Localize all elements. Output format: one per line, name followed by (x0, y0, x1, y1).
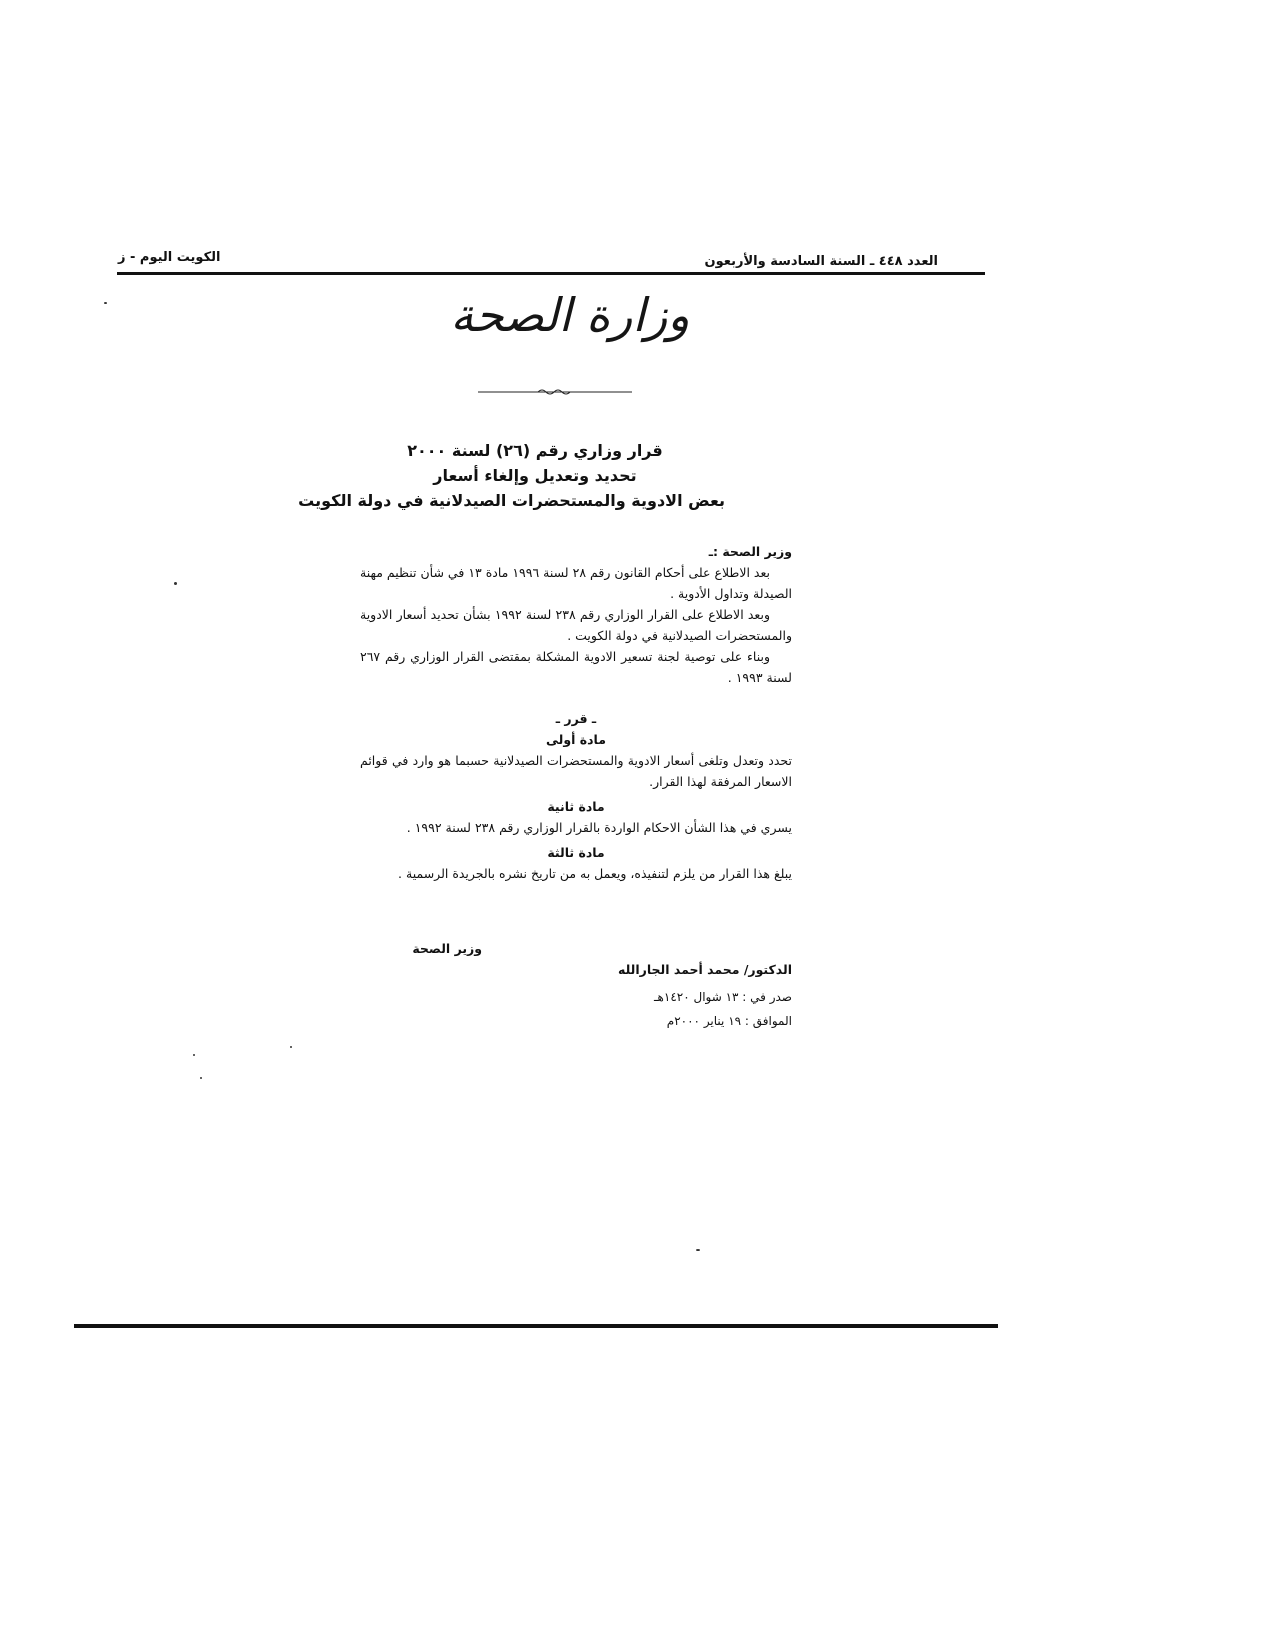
decree-scope: بعض الادوية والمستحضرات الصيدلانية في دولة الكويت (298, 491, 725, 510)
decree-subject: تحديد وتعديل وإلغاء أسعار (433, 466, 637, 485)
signature-block (360, 938, 792, 980)
article-2-text: يسري في هذا الشأن الاحكام الواردة بالقرار الوزاري رقم ٢٣٨ لسنة ١٩٩٢ . (406, 820, 792, 835)
article-1-text: تحدد وتعدل وتلغى أسعار الادوية والمستحضرات الصيدلانية حسبما هو وارد في قوائم الاسعار المرفقة لهذا القرار. (360, 753, 792, 789)
signatory-title: وزير الصحة (412, 941, 482, 956)
issue-dates (430, 985, 792, 1033)
gregorian-date: الموافق : ١٩ يناير ٢٠٠٠م (666, 1014, 792, 1028)
scan-speck (696, 1249, 700, 1251)
scan-speck (200, 1077, 202, 1079)
scan-speck (174, 582, 177, 585)
preamble-paragraph-2: وبعد الاطلاع على القرار الوزاري رقم ٢٣٨ لسنة ١٩٩٢ بشأن تحديد أسعار الادوية والمستحضرات الصيدلانية في دولة الكويت . (360, 607, 792, 643)
footer-divider (74, 1324, 998, 1328)
issue-number-header: العدد ٤٤٨ ـ السنة السادسة والأربعون (704, 254, 938, 269)
article-1-title: مادة أولى (546, 732, 606, 747)
preamble-paragraph-3: وبناء على توصية لجنة تسعير الادوية المشكلة بمقتضى القرار الوزاري رقم ٢٦٧ لسنة ١٩٩٣ . (360, 649, 792, 685)
decided-heading: ـ قرر ـ (555, 711, 597, 726)
signatory-name: الدكتور/ محمد أحمد الجارالله (617, 962, 792, 977)
ornament-divider-icon (478, 388, 632, 396)
decree-number: قرار وزاري رقم (٢٦) لسنة ٢٠٠٠ (407, 441, 663, 460)
ministry-calligraphy-heading: وزارة الصحة (450, 288, 690, 342)
hijri-date: صدر في : ١٣ شوال ١٤٢٠هـ (654, 990, 792, 1004)
scan-speck (290, 1046, 292, 1048)
header-divider (117, 272, 985, 275)
publication-name-header: الكويت اليوم - ز (118, 250, 221, 265)
decree-title (298, 438, 725, 513)
article-2-title: مادة ثانية (547, 799, 605, 814)
article-3-title: مادة ثالثة (547, 845, 605, 860)
scan-speck (104, 302, 107, 304)
decree-body (360, 541, 792, 884)
scan-speck (193, 1054, 195, 1056)
article-3-text: يبلغ هذا القرار من يلزم لتنفيذه، ويعمل به من تاريخ نشره بالجريدة الرسمية . (398, 866, 792, 881)
preamble-paragraph-1: بعد الاطلاع على أحكام القانون رقم ٢٨ لسنة ١٩٩٦ مادة ١٣ في شأن تنظيم مهنة الصيدلة وتداول الأدوية . (360, 565, 792, 601)
addressee: وزير الصحة :ـ (708, 544, 792, 559)
